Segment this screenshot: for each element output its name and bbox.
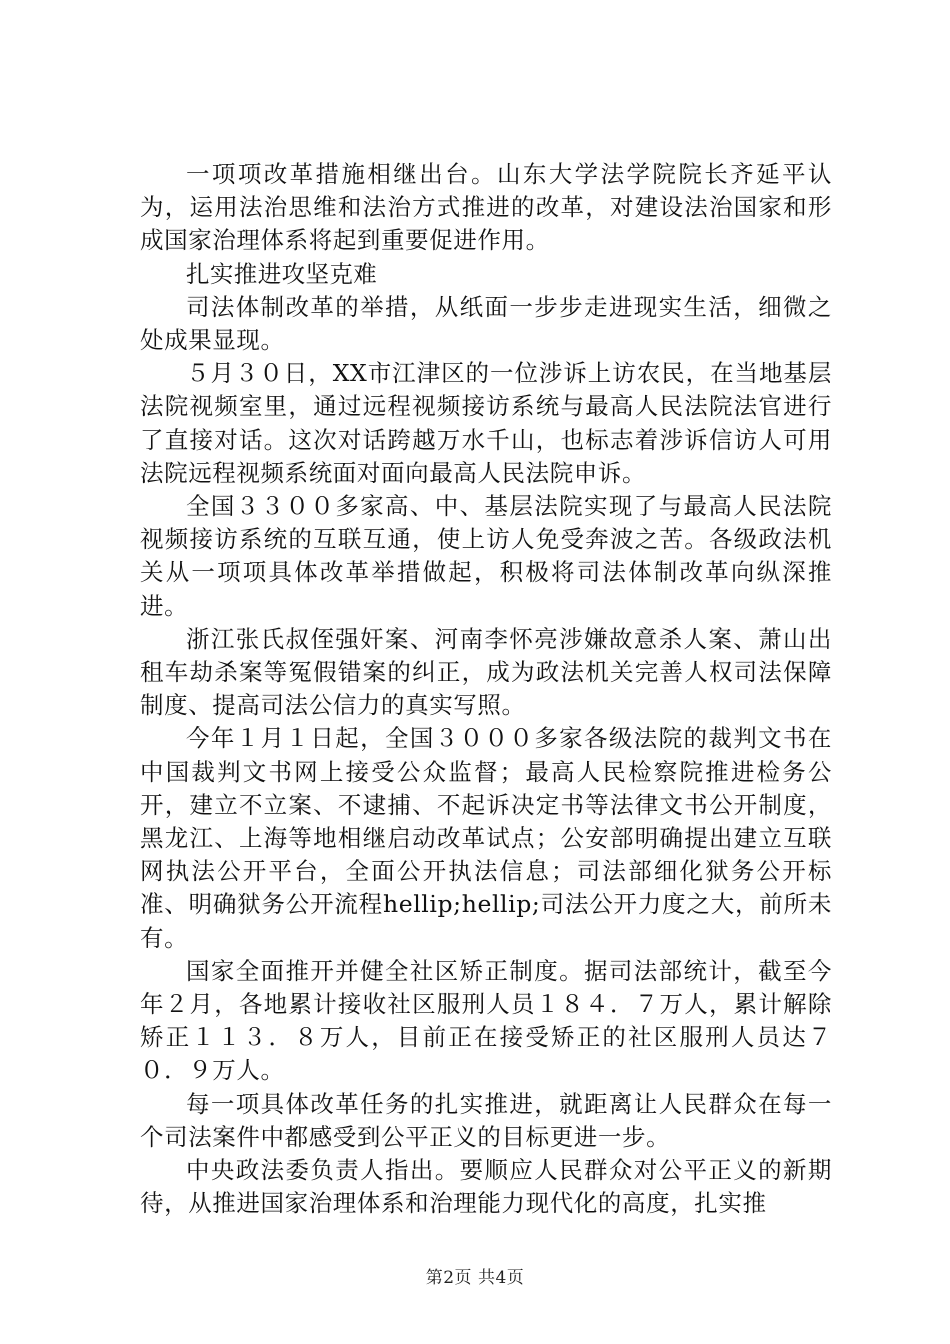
section-heading: 扎实推进攻坚克难 — [186, 259, 378, 288]
paragraph-video-petition: ５月３０日，XX市江津区的一位涉诉上访农民，在当地基层法院视频室里，通过远程视频接访系统与最高人民法院法官进行了直接对话。这次对话跨越万水千山，也标志着涉诉信访人可用法院远程视频系统面对面向最高人民法院申诉。 — [140, 359, 832, 487]
page-footer: 第2页 共4页 — [425, 1268, 525, 1288]
document-body — [140, 158, 832, 1221]
paragraph-judicial-reform: 司法体制改革的举措，从纸面一步步走进现实生活，细微之处成果显现。 — [140, 292, 832, 355]
paragraph-judicial-openness: 今年１月１日起，全国３０００多家各级法院的裁判文书在中国裁判文书网上接受公众监督；最高人民检察院推进检务公开，建立不立案、不逮捕、不起诉决定书等法律文书公开制度，黑龙江、上海等地相继启动改革试点；公安部明确提出建立互联网执法公开平台，全面公开执法信息；司法部细化狱务公开标准、明确狱务公开流程hellip;hellip;司法公开力度之大，前所未有。 — [140, 724, 832, 952]
paragraph-fairness-goal: 每一项具体改革任务的扎实推进，就距离让人民群众在每一个司法案件中都感受到公平正义的目标更进一步。 — [140, 1089, 832, 1151]
paragraph-court-network: 全国３３００多家高、中、基层法院实现了与最高人民法院视频接访系统的互联互通，使上访人免受奔波之苦。各级政法机关从一项项具体改革举措做起，积极将司法体制改革向纵深推进。 — [140, 492, 832, 620]
paragraph-central-committee: 中央政法委负责人指出。要顺应人民群众对公平正义的新期待，从推进国家治理体系和治理能力现代化的高度，扎实推 — [140, 1156, 832, 1218]
paragraph-reform-measures: 一项项改革措施相继出台。山东大学法学院院长齐延平认为，运用法治思维和法治方式推进的改革，对建设法治国家和形成国家治理体系将起到重要促进作用。 — [140, 160, 832, 255]
paragraph-wrongful-cases: 浙江张氏叔侄强奸案、河南李怀亮涉嫌故意杀人案、萧山出租车劫杀案等冤假错案的纠正，成为政法机关完善人权司法保障制度、提高司法公信力的真实写照。 — [140, 624, 832, 720]
paragraph-community-correction: 国家全面推开并健全社区矫正制度。据司法部统计，截至今年２月，各地累计接收社区服刑人员１８４．７万人，累计解除矫正１１３．８万人，目前正在接受矫正的社区服刑人员达７０．９万人。 — [140, 956, 832, 1085]
